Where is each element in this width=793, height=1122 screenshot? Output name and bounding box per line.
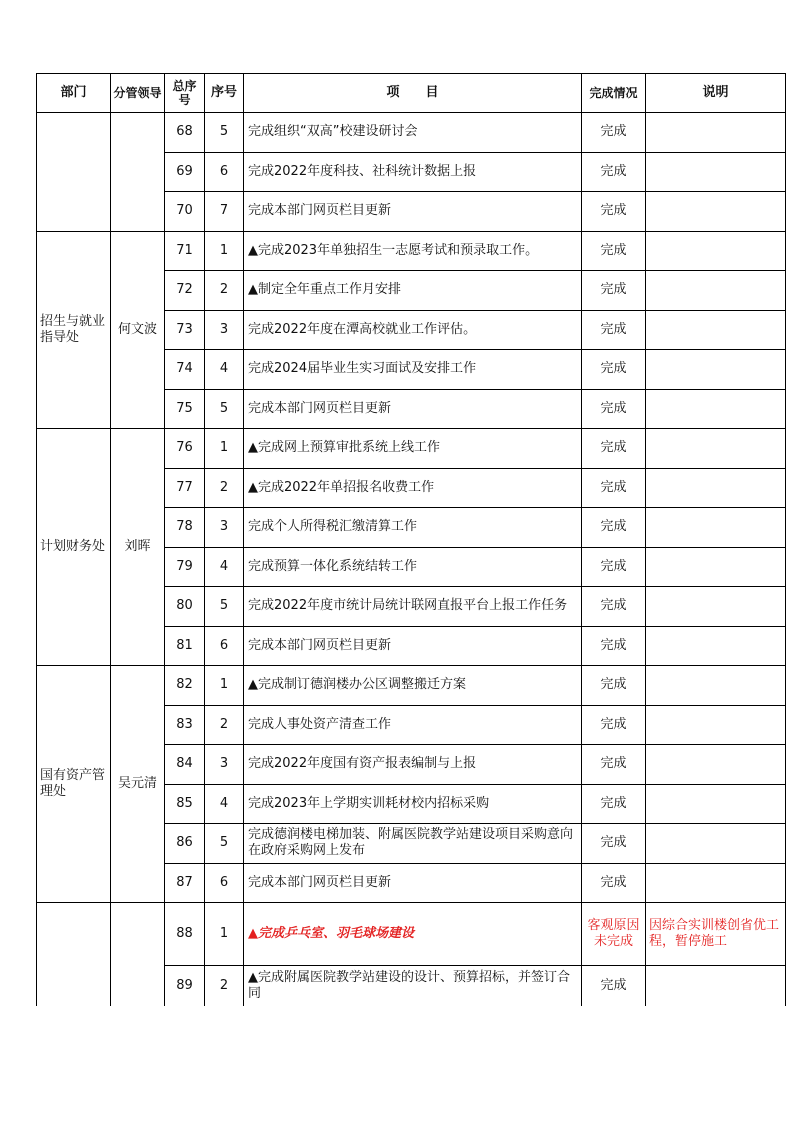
project-cell: 完成组织“双高”校建设研讨会 — [244, 113, 582, 153]
project-cell: 完成2022年度在潭高校就业工作评估。 — [244, 310, 582, 350]
seq-cell: 5 — [205, 389, 244, 429]
total-no-cell: 73 — [165, 310, 205, 350]
seq-cell: 7 — [205, 192, 244, 232]
col-header-project: 项 目 — [244, 74, 582, 113]
status-cell: 完成 — [582, 152, 646, 192]
table-row — [37, 429, 786, 469]
status-cell: 完成 — [582, 271, 646, 311]
note-cell — [646, 626, 786, 666]
project-cell: ▲完成附属医院教学站建设的设计、预算招标，并签订合同 — [244, 966, 582, 1007]
project-cell: 完成2022年度国有资产报表编制与上报 — [244, 745, 582, 785]
project-cell: 完成2023年上学期实训耗材校内招标采购 — [244, 784, 582, 824]
status-cell: 完成 — [582, 113, 646, 153]
seq-cell: 2 — [205, 271, 244, 311]
project-cell: 完成本部门网页栏目更新 — [244, 389, 582, 429]
project-cell: 完成人事处资产清查工作 — [244, 705, 582, 745]
total-no-cell: 79 — [165, 547, 205, 587]
seq-cell: 2 — [205, 705, 244, 745]
status-cell: 完成 — [582, 863, 646, 903]
note-cell — [646, 389, 786, 429]
project-cell: 完成预算一体化系统结转工作 — [244, 547, 582, 587]
status-cell: 完成 — [582, 508, 646, 548]
project-cell: ▲完成2022年单招报名收费工作 — [244, 468, 582, 508]
seq-cell: 2 — [205, 966, 244, 1007]
note-cell — [646, 429, 786, 469]
note-cell — [646, 547, 786, 587]
table-row — [37, 113, 786, 153]
col-header-note: 说明 — [646, 74, 786, 113]
table-row — [37, 903, 786, 966]
total-no-cell: 83 — [165, 705, 205, 745]
dept-cell — [37, 113, 111, 232]
col-header-total-no: 总序号 — [165, 74, 205, 113]
seq-cell: 5 — [205, 587, 244, 627]
seq-cell: 4 — [205, 350, 244, 390]
status-cell: 完成 — [582, 587, 646, 627]
total-no-cell: 77 — [165, 468, 205, 508]
project-cell: ▲完成制订德润楼办公区调整搬迁方案 — [244, 666, 582, 706]
note-cell — [646, 192, 786, 232]
note-cell — [646, 784, 786, 824]
seq-cell: 3 — [205, 508, 244, 548]
seq-cell: 1 — [205, 231, 244, 271]
dept-cell — [37, 903, 111, 1007]
total-no-cell: 82 — [165, 666, 205, 706]
total-no-cell: 69 — [165, 152, 205, 192]
dept-cell: 国有资产管理处 — [37, 666, 111, 903]
seq-cell: 6 — [205, 626, 244, 666]
total-no-cell: 85 — [165, 784, 205, 824]
note-cell — [646, 350, 786, 390]
leader-cell: 吴元清 — [111, 666, 165, 903]
status-cell: 完成 — [582, 192, 646, 232]
status-cell: 完成 — [582, 231, 646, 271]
seq-cell: 1 — [205, 903, 244, 966]
total-no-cell: 78 — [165, 508, 205, 548]
project-cell: 完成本部门网页栏目更新 — [244, 192, 582, 232]
project-cell: 完成德润楼电梯加装、附属医院教学站建设项目采购意向在政府采购网上发布 — [244, 824, 582, 864]
status-cell: 完成 — [582, 966, 646, 1007]
total-no-cell: 70 — [165, 192, 205, 232]
note-cell — [646, 152, 786, 192]
work-progress-table — [36, 73, 786, 1006]
note-cell — [646, 966, 786, 1007]
project-cell: ▲完成乒乓室、羽毛球场建设 — [244, 903, 582, 966]
project-cell: 完成本部门网页栏目更新 — [244, 863, 582, 903]
total-no-cell: 74 — [165, 350, 205, 390]
seq-cell: 5 — [205, 113, 244, 153]
total-no-cell: 71 — [165, 231, 205, 271]
status-cell: 完成 — [582, 784, 646, 824]
note-cell — [646, 310, 786, 350]
status-cell: 完成 — [582, 310, 646, 350]
note-cell — [646, 745, 786, 785]
total-no-cell: 75 — [165, 389, 205, 429]
col-header-seq: 序号 — [205, 74, 244, 113]
table-row — [37, 231, 786, 271]
project-cell: ▲制定全年重点工作月安排 — [244, 271, 582, 311]
total-no-cell: 81 — [165, 626, 205, 666]
total-no-cell: 89 — [165, 966, 205, 1007]
status-cell: 完成 — [582, 745, 646, 785]
leader-cell — [111, 903, 165, 1007]
note-cell — [646, 508, 786, 548]
note-cell — [646, 468, 786, 508]
total-no-cell: 76 — [165, 429, 205, 469]
project-cell: 完成本部门网页栏目更新 — [244, 626, 582, 666]
status-cell: 完成 — [582, 705, 646, 745]
total-no-cell: 84 — [165, 745, 205, 785]
note-cell: 因综合实训楼创省优工程，暂停施工 — [646, 903, 786, 966]
project-cell: 完成2024届毕业生实习面试及安排工作 — [244, 350, 582, 390]
leader-cell: 刘晖 — [111, 429, 165, 666]
note-cell — [646, 705, 786, 745]
note-cell — [646, 587, 786, 627]
status-cell: 完成 — [582, 824, 646, 864]
seq-cell: 3 — [205, 745, 244, 785]
status-cell: 完成 — [582, 468, 646, 508]
status-cell: 客观原因未完成 — [582, 903, 646, 966]
seq-cell: 4 — [205, 547, 244, 587]
total-no-cell: 72 — [165, 271, 205, 311]
total-no-cell: 86 — [165, 824, 205, 864]
table-row — [37, 666, 786, 706]
note-cell — [646, 271, 786, 311]
seq-cell: 1 — [205, 429, 244, 469]
col-header-leader: 分管领导 — [111, 74, 165, 113]
seq-cell: 4 — [205, 784, 244, 824]
note-cell — [646, 113, 786, 153]
total-no-cell: 88 — [165, 903, 205, 966]
seq-cell: 6 — [205, 152, 244, 192]
note-cell — [646, 231, 786, 271]
project-cell: 完成2022年度科技、社科统计数据上报 — [244, 152, 582, 192]
header-row — [37, 74, 786, 113]
note-cell — [646, 666, 786, 706]
project-cell: 完成个人所得税汇缴清算工作 — [244, 508, 582, 548]
dept-cell: 计划财务处 — [37, 429, 111, 666]
col-header-dept: 部门 — [37, 74, 111, 113]
total-no-cell: 68 — [165, 113, 205, 153]
seq-cell: 6 — [205, 863, 244, 903]
note-cell — [646, 824, 786, 864]
leader-cell — [111, 113, 165, 232]
total-no-cell: 87 — [165, 863, 205, 903]
note-cell — [646, 863, 786, 903]
status-cell: 完成 — [582, 666, 646, 706]
leader-cell: 何文波 — [111, 231, 165, 429]
status-cell: 完成 — [582, 350, 646, 390]
status-cell: 完成 — [582, 626, 646, 666]
project-cell: ▲完成2023年单独招生一志愿考试和预录取工作。 — [244, 231, 582, 271]
total-no-cell: 80 — [165, 587, 205, 627]
project-cell: 完成2022年度市统计局统计联网直报平台上报工作任务 — [244, 587, 582, 627]
status-cell: 完成 — [582, 389, 646, 429]
seq-cell: 1 — [205, 666, 244, 706]
col-header-status: 完成情况 — [582, 74, 646, 113]
status-cell: 完成 — [582, 547, 646, 587]
seq-cell: 5 — [205, 824, 244, 864]
status-cell: 完成 — [582, 429, 646, 469]
dept-cell: 招生与就业指导处 — [37, 231, 111, 429]
project-cell: ▲完成网上预算审批系统上线工作 — [244, 429, 582, 469]
seq-cell: 2 — [205, 468, 244, 508]
seq-cell: 3 — [205, 310, 244, 350]
